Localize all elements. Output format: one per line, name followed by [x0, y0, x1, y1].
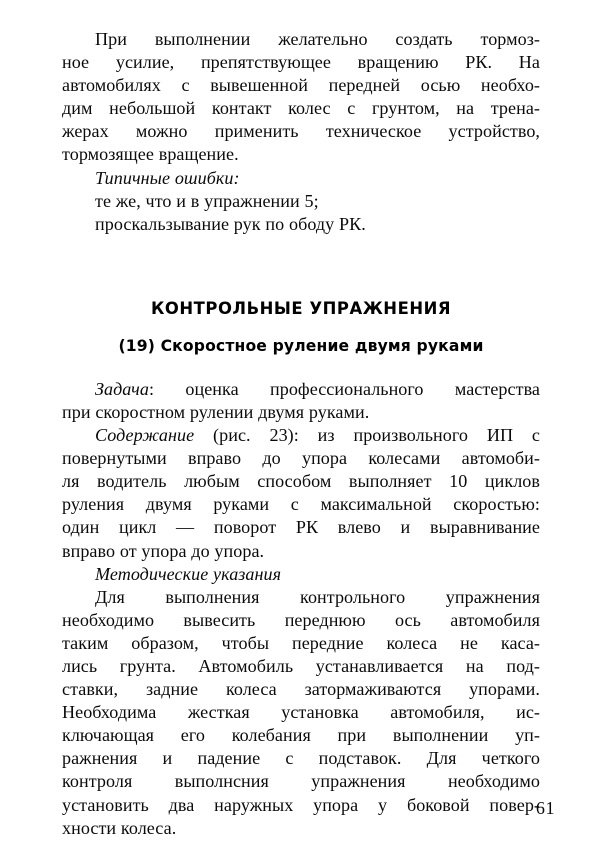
text-line: необходимо вывесить переднюю ось автомобиля [62, 609, 540, 630]
text-line: руления двумя руками с максимальной скоростью: [62, 494, 540, 515]
paragraph-intro [62, 28, 540, 167]
task-separator: : [148, 378, 186, 399]
top-spacer [62, 0, 540, 28]
text-line: при скоростном рулении двумя руками. [62, 401, 370, 422]
text-line [62, 424, 540, 447]
typical-errors-block [62, 167, 540, 236]
text-line: вправо от упора до упора. [62, 540, 265, 561]
typical-errors-item: проскальзывание рук по ободу РК. [95, 213, 366, 234]
text-line: хности колеса. [62, 817, 177, 838]
paragraph-method [62, 563, 540, 840]
after-subheading-spacer [62, 356, 540, 378]
paragraph-task [62, 378, 540, 424]
paragraph-content [62, 424, 540, 563]
text-line: ражнения и падение с подставок. Для четкого [62, 748, 540, 769]
italic-label-content: Содержание [95, 425, 195, 446]
text-line: контроля выполнсния упражнения необходимо [62, 771, 540, 792]
page-number: 61 [535, 798, 555, 818]
section-heading-sub: (19) Скоростное руление двумя руками [118, 336, 484, 355]
task-line-rest: оценка профессионального мастерства [185, 378, 540, 399]
text-line: ля водитель любым способом выполняет 10 циклов [62, 471, 540, 492]
italic-label-task: Задача [95, 378, 149, 399]
method-label [62, 563, 540, 586]
typical-errors-label [62, 167, 540, 190]
text-line: лись грунта. Автомобиль устанавливается на под- [62, 655, 540, 676]
text-line: жерах можно применить техническое устройство, [62, 121, 540, 142]
text-line [62, 378, 540, 401]
text-line: ное усилие, препятствующее вращению РК. На [62, 52, 540, 73]
typical-errors-item: те же, что и в упражнении 5; [95, 190, 319, 211]
text-line: один цикл — поворот РК влево и выравнивание [62, 517, 540, 538]
text-line: Необходима жесткая установка автомобиля, ис- [62, 702, 540, 723]
italic-label-method: Методические указания [95, 563, 282, 584]
text-line: тормозящее вращение. [62, 144, 239, 165]
text-line: При выполнении желательно создать тормоз- [95, 29, 540, 49]
page-text-column [62, 0, 540, 840]
text-line: ключающая его колебания при выполнении уп- [62, 725, 540, 746]
subheading-spacer [62, 319, 540, 336]
text-line: ставки, задние колеса затормаживаются упорами. [62, 679, 540, 700]
text-line: таким образом, чтобы передние колеса не каса- [62, 632, 540, 653]
text-line: установить два наружных упора у боковой повер- [62, 794, 540, 815]
content-line-rest: из произвольного ИП с [317, 425, 540, 446]
heading-spacer [62, 236, 540, 299]
text-line: Для выполнения контрольного упражнения [95, 586, 540, 607]
text-line: автомобилях с вывешенной передней осью необхо- [62, 75, 540, 96]
text-line: дим небольшой контакт колес с грунтом, на трена- [62, 98, 540, 119]
text-line: повернутыми вправо до упора колесами автомоби- [62, 448, 540, 469]
section-heading-main: КОНТРОЛЬНЫЕ УПРАЖНЕНИЯ [150, 298, 452, 318]
italic-label: Типичные ошибки: [95, 167, 240, 188]
content-separator: (рис. 23): [194, 425, 318, 446]
